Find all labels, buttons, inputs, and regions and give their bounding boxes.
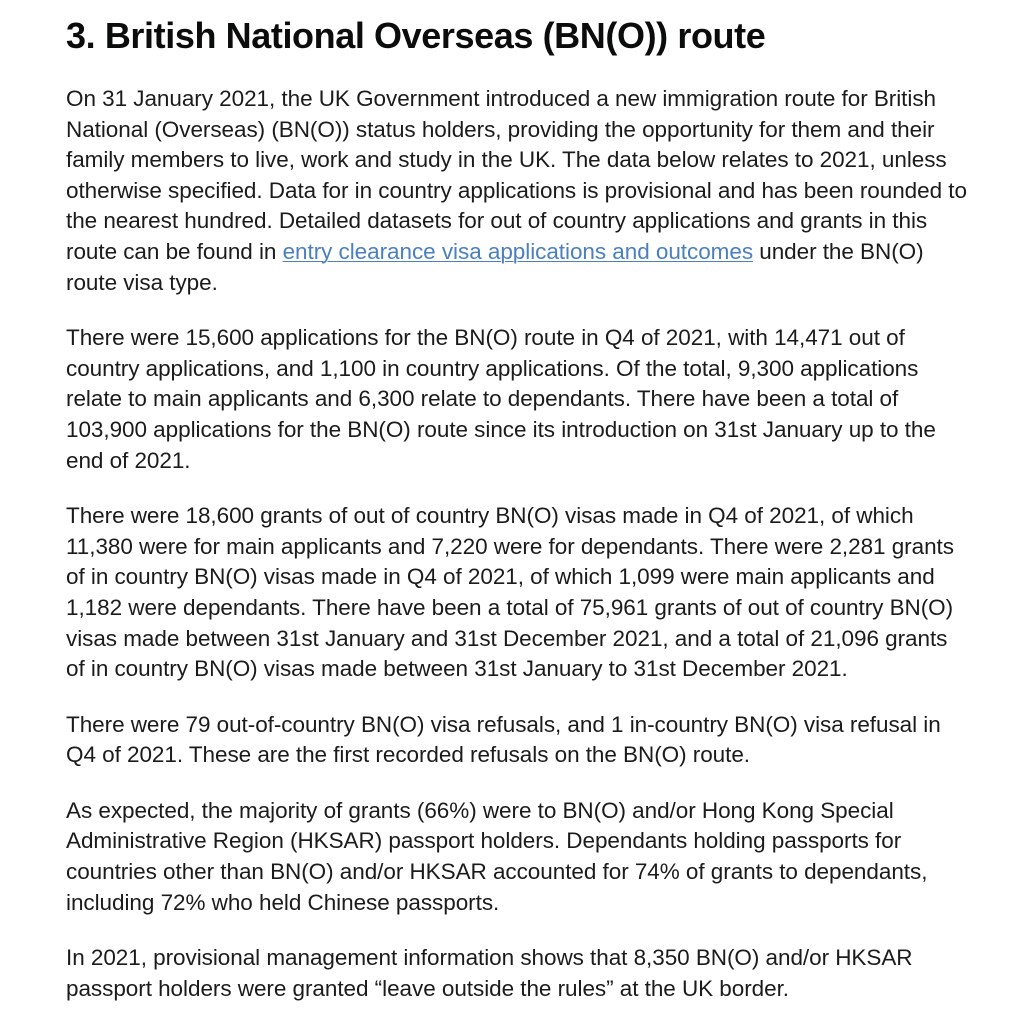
- page-title: 3. British National Overseas (BN(O)) route: [66, 15, 766, 56]
- paragraph-intro-text-before-link: On 31 January 2021, the UK Government introduced a new immigration route for British National (Overseas) (BN(O)) status holders, providing the opportunity for them and their family members to live, work and study in the UK. The data below relates to 2021, unless otherwise specified. Data for in country applications is provisional and has been rounded to the nearest hundred. Detailed datasets for out of country applications and grants in this route can be found in: [66, 86, 967, 264]
- paragraph-leave-outside-rules: In 2021, provisional management information shows that 8,350 BN(O) and/or HKSAR passport holders were granted “leave outside the rules” at the UK border.: [66, 945, 913, 1001]
- paragraph-grants: There were 18,600 grants of out of country BN(O) visas made in Q4 of 2021, of which 11,380 were for main applicants and 7,220 were for dependants. There were 2,281 grants of in country BN(O) visas made in Q4 of 2021, of which 1,099 were main applicants and 1,182 were dependants. There have been a total of 75,961 grants of out of country BN(O) visas made between 31st January and 31st December 2021, and a total of 21,096 grants of in country BN(O) visas made between 31st January to 31st December 2021.: [66, 503, 954, 682]
- paragraph-refusals: There were 79 out-of-country BN(O) visa refusals, and 1 in-country BN(O) visa refusal in Q4 of 2021. These are the first recorded refusals on the BN(O) route.: [66, 711, 941, 768]
- paragraph-intro: [66, 84, 970, 298]
- paragraph-passport-holders: As expected, the majority of grants (66%) were to BN(O) and/or Hong Kong Special Administrative Region (HKSAR) passport holders. Dependants holding passports for countries other than BN(O) and/or HKSAR accounted for 74% of grants to dependants, including 72% who held Chinese passports.: [66, 797, 928, 915]
- paragraph-applications: There were 15,600 applications for the BN(O) route in Q4 of 2021, with 14,471 out of country applications, and 1,100 in country applications. Of the total, 9,300 applications relate to main applicants and 6,300 relate to dependants. There have been a total of 103,900 applications for the BN(O) route since its introduction on 31st January up to the end of 2021.: [66, 325, 936, 473]
- entry-clearance-visa-applications-link[interactable]: entry clearance visa applications and outcomes: [282, 238, 754, 264]
- paragraph-intro-text-after-link: under the BN(O) route visa type.: [66, 238, 924, 295]
